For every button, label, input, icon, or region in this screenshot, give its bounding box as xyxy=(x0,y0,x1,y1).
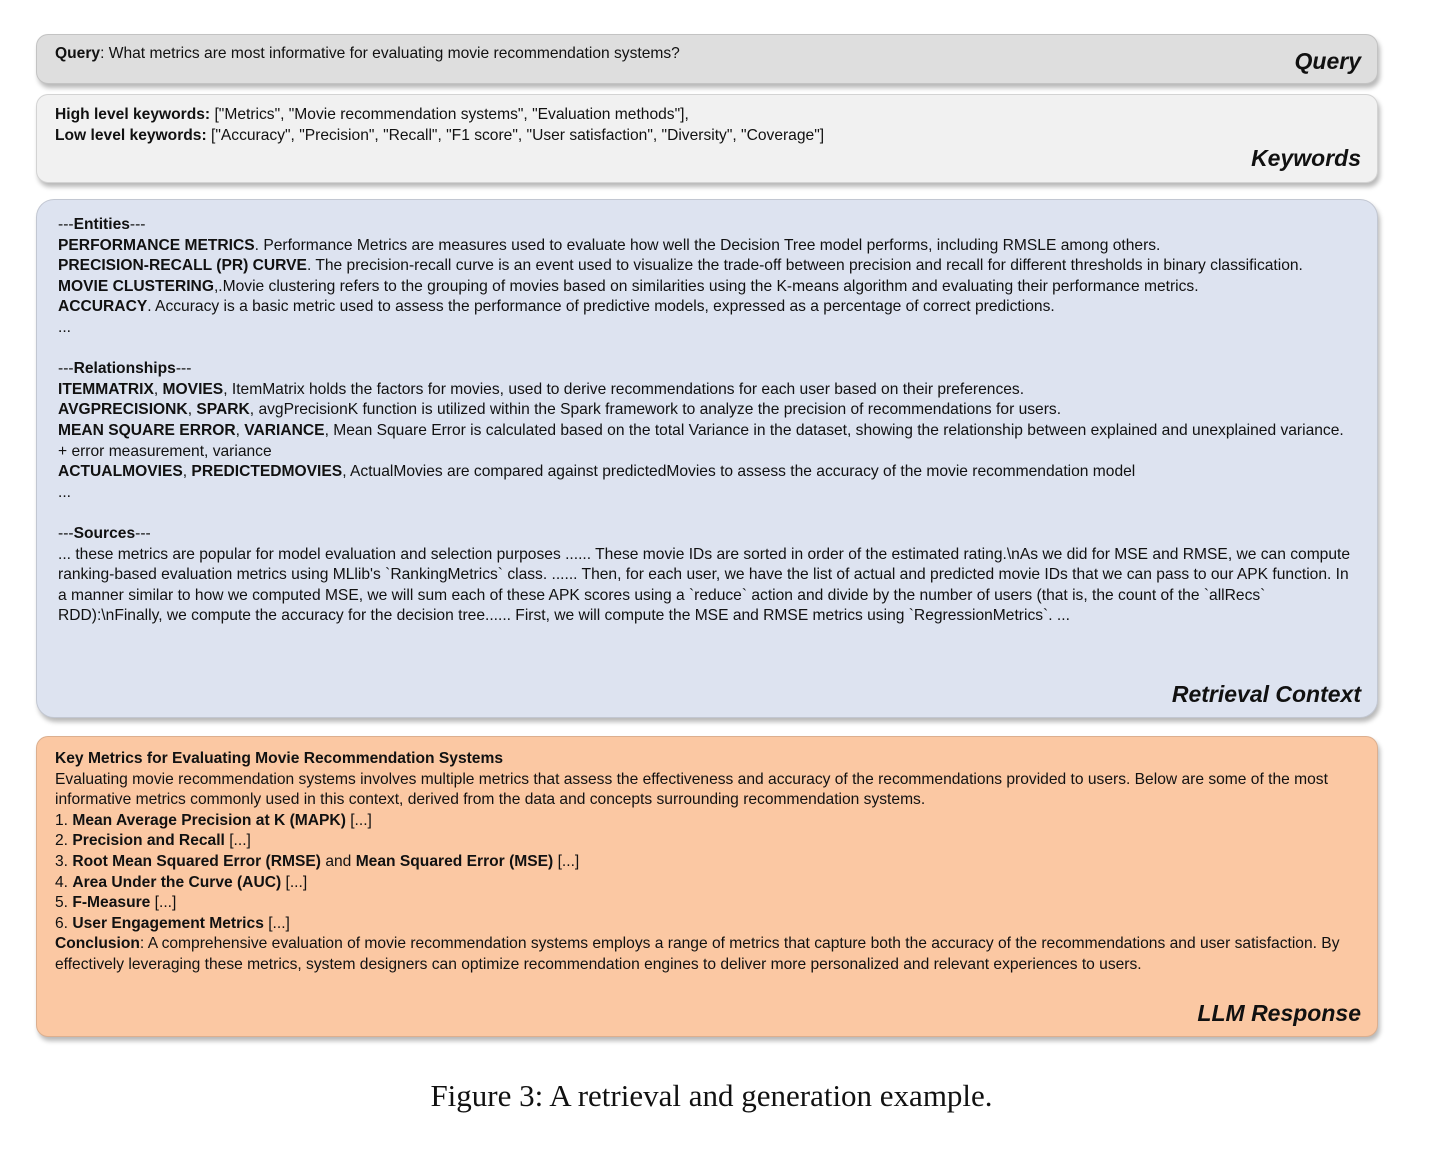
keywords-panel xyxy=(36,94,1378,183)
metric-name: Mean Average Precision at K (MAPK) xyxy=(72,811,346,829)
relationship-source: ITEMMATRIX xyxy=(58,380,154,398)
metric-name: User Engagement Metrics xyxy=(72,914,264,932)
entity-item xyxy=(58,297,1357,318)
entity-name: MOVIE CLUSTERING xyxy=(58,277,214,295)
metric-elision: [...] xyxy=(345,811,372,829)
header-dashes: --- xyxy=(58,524,74,542)
retrieval-context-panel xyxy=(36,199,1378,718)
metric-number: 4. xyxy=(55,873,73,891)
metric-elision: [...] xyxy=(281,873,308,891)
entities-header-label: Entities xyxy=(73,216,130,233)
metric-number: 6. xyxy=(55,914,73,932)
entity-name: PRECISION-RECALL (PR) CURVE xyxy=(58,257,307,275)
query-panel xyxy=(36,34,1378,84)
entity-item xyxy=(58,236,1357,257)
retrieval-context-tag: Retrieval Context xyxy=(1171,681,1361,707)
relationship-separator: , xyxy=(187,401,197,419)
metric-item xyxy=(55,852,1359,873)
figure-caption: Figure 3: A retrieval and generation example. xyxy=(430,1078,993,1113)
entity-item xyxy=(58,277,1357,298)
query-line xyxy=(55,44,1359,65)
metric-number: 1. xyxy=(55,811,73,829)
relationship-item xyxy=(58,400,1357,421)
header-dashes: --- xyxy=(175,360,192,378)
entity-description: ,.Movie clustering refers to the grouping of movies based on similarities using the K-means algorithm and evaluating their performance metrics. xyxy=(213,277,1199,295)
relationship-description: , Mean Square Error is calculated based on the total Variance in the dataset, showing the relationship between explained and unexplained variance. + error measurement, variance xyxy=(58,421,1344,460)
relationship-target: SPARK xyxy=(196,401,250,419)
header-dashes: --- xyxy=(135,524,151,542)
metric-name: Mean Squared Error (MSE) xyxy=(355,852,554,870)
relationship-target: VARIANCE xyxy=(244,421,325,439)
metric-item xyxy=(55,873,1359,894)
entity-description: . Accuracy is a basic metric used to assess the performance of predictive models, expressed as a percentage of correct predictions. xyxy=(147,298,1055,316)
relationship-description: , ActualMovies are compared against predictedMovies to assess the accuracy of the movie recommendation model xyxy=(342,463,1136,481)
relationship-target: MOVIES xyxy=(162,380,224,398)
llm-response-panel xyxy=(36,736,1378,1037)
relationships-header-label: Relationships xyxy=(73,360,176,378)
metric-item xyxy=(55,831,1359,852)
header-dashes: --- xyxy=(129,216,146,233)
entity-name: PERFORMANCE METRICS xyxy=(58,236,255,254)
relationships-ellipsis: ... xyxy=(58,483,71,501)
sources-header-label: Sources xyxy=(73,524,136,542)
high-level-value: ["Metrics", "Movie recommendation systems", "Evaluation methods"], xyxy=(210,106,689,123)
header-dashes: --- xyxy=(58,216,74,233)
relationship-description: , avgPrecisionK function is utilized within the Spark framework to analyze the precision of recommendations for users. xyxy=(249,401,1062,419)
metric-conjunction: and xyxy=(321,852,356,870)
metric-number: 3. xyxy=(55,852,73,870)
relationship-item xyxy=(58,462,1357,483)
metric-name: Area Under the Curve (AUC) xyxy=(72,873,282,891)
entities-ellipsis: ... xyxy=(58,318,71,336)
llm-response-tag: LLM Response xyxy=(1197,1000,1361,1026)
keywords-tag: Keywords xyxy=(1251,145,1361,171)
metric-number: 5. xyxy=(55,894,73,912)
query-text: : What metrics are most informative for evaluating movie recommendation systems? xyxy=(100,45,680,62)
spacer xyxy=(58,339,1357,360)
high-level-label: High level keywords: xyxy=(55,106,211,123)
relationship-item xyxy=(58,380,1357,401)
metric-elision: [...] xyxy=(553,852,580,870)
response-title xyxy=(55,749,1359,770)
high-level-keywords xyxy=(55,105,1359,126)
relationship-item xyxy=(58,421,1357,462)
relationship-source: ACTUALMOVIES xyxy=(58,463,183,481)
header-dashes: --- xyxy=(58,360,74,378)
entity-item xyxy=(58,256,1357,277)
spacer xyxy=(58,503,1357,524)
response-intro: Evaluating movie recommendation systems involves multiple metrics that assess the effectiveness and accuracy of the recommendations provided to users. Below are some of the most informative metrics commonly used in this context, derived from the data and concepts surrounding recommendation systems. xyxy=(55,770,1328,809)
relationship-separator: , xyxy=(153,380,163,398)
conclusion-label: Conclusion xyxy=(55,935,140,953)
relationship-source: AVGPRECISIONK xyxy=(58,401,188,419)
relationship-separator: , xyxy=(235,421,245,439)
metric-elision: [...] xyxy=(224,832,251,850)
response-conclusion xyxy=(55,934,1359,975)
metric-name: Root Mean Squared Error (RMSE) xyxy=(72,852,321,870)
metric-name: F-Measure xyxy=(72,894,151,912)
metric-item xyxy=(55,811,1359,832)
metric-elision: [...] xyxy=(150,894,177,912)
low-level-label: Low level keywords: xyxy=(55,126,207,144)
metric-item xyxy=(55,893,1359,914)
entity-description: . Performance Metrics are measures used to evaluate how well the Decision Tree model performs, including RMSLE among others. xyxy=(254,236,1161,254)
relationship-separator: , xyxy=(182,463,192,481)
relationship-source: MEAN SQUARE ERROR xyxy=(58,421,236,439)
low-level-keywords xyxy=(55,126,1359,147)
metric-elision: [...] xyxy=(263,914,290,932)
conclusion-text: : A comprehensive evaluation of movie recommendation systems employs a range of metrics that capture both the accuracy of the recommendations and user satisfaction. By effectively leveraging these metrics, system designers can optimize recommendation engines to deliver more personalized and relevant experiences to users. xyxy=(55,935,1340,973)
entities-header xyxy=(58,215,1357,236)
query-tag: Query xyxy=(1294,48,1361,74)
sources-header xyxy=(58,524,1357,545)
entity-name: ACCURACY xyxy=(58,298,148,316)
sources-text: ... these metrics are popular for model evaluation and selection purposes ...... These movie IDs are sorted in order of the estimated rating.\nAs we did for MSE and RMSE, we can compute ranking-based evaluation metrics using MLlib's `RankingMetrics` class. ...... Then, for each user, we have the list of actual and predicted movie IDs that we can pass to our APK function. In a manner similar to how we computed MSE, we will sum each of these APK scores using a `reduce` action and divide by the number of users (that is, the count of the `allRecs` RDD):\nFinally, we compute the accuracy for the decision tree...... First, we will compute the MSE and RMSE metrics using `RegressionMetrics`. ... xyxy=(58,545,1351,625)
low-level-value: ["Accuracy", "Precision", "Recall", "F1 score", "User satisfaction", "Diversity", "Coverage"] xyxy=(206,126,825,144)
query-label: Query xyxy=(55,45,101,62)
entity-description: . The precision-recall curve is an event used to visualize the trade-off between precision and recall for different thresholds in binary classification. xyxy=(306,257,1303,275)
relationships-header xyxy=(58,359,1357,380)
metric-number: 2. xyxy=(55,832,73,850)
relationship-target: PREDICTEDMOVIES xyxy=(191,463,343,481)
metric-name: Precision and Recall xyxy=(72,832,225,850)
relationship-description: , ItemMatrix holds the factors for movies, used to derive recommendations for each user based on their preferences. xyxy=(223,380,1025,398)
metric-item xyxy=(55,914,1359,935)
response-title-text: Key Metrics for Evaluating Movie Recommendation Systems xyxy=(55,750,504,767)
